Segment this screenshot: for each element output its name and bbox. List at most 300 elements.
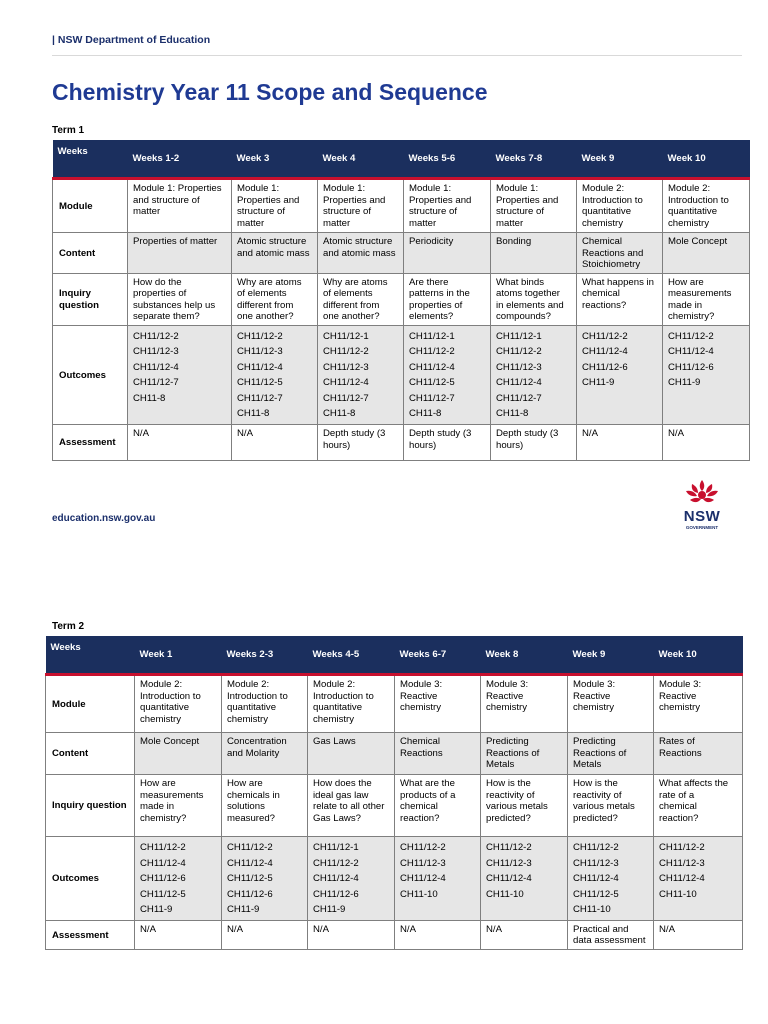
- table-row-outcomes: [53, 325, 750, 425]
- cell-line: ideal gas law: [313, 789, 369, 801]
- cell-line: Bonding: [496, 236, 532, 247]
- column-header-week-1: Week 1: [135, 636, 222, 675]
- cell-line: reaction?: [659, 812, 699, 824]
- cell-line: What happens in: [582, 276, 654, 288]
- cell-line: different from: [237, 299, 294, 311]
- cell-line: CH11-8: [409, 408, 442, 420]
- cell-line: CH11-9: [227, 904, 260, 916]
- cell-line: Are there: [409, 276, 449, 288]
- cell-line: Properties and: [409, 194, 472, 206]
- table-cell: [577, 425, 663, 461]
- cell-line: What are the: [400, 778, 455, 789]
- cell-line: N/A: [400, 923, 416, 935]
- cell-line: Module 3:: [659, 679, 702, 690]
- cell-line: CH11-8: [323, 408, 356, 420]
- column-header-week-8: Week 8: [481, 636, 568, 675]
- cell-line: N/A: [582, 428, 598, 440]
- cell-line: separate them?: [133, 311, 200, 322]
- cell-line: Mole Concept: [668, 236, 728, 247]
- cell-line: substances help us: [133, 299, 216, 311]
- cell-line: one another?: [323, 311, 380, 322]
- cell-line: CH11-10: [659, 888, 697, 900]
- table-cell: [481, 920, 568, 949]
- cell-line: CH11-10: [400, 888, 438, 900]
- table-cell: [404, 325, 491, 425]
- cell-line: CH11/12-3: [486, 857, 532, 869]
- cell-line: quantitative: [140, 702, 190, 713]
- table-cell: [404, 233, 491, 274]
- table-cell: [568, 733, 654, 775]
- table-cell: [654, 837, 743, 921]
- cell-line: matter: [133, 206, 161, 217]
- weeks-header-cell: Weeks: [53, 140, 128, 179]
- row-header-assessment: Assessment: [46, 920, 135, 949]
- cell-line: Rates of: [659, 736, 695, 747]
- cell-line: Depth study (3: [409, 428, 472, 440]
- cell-line: CH11/12-2: [582, 330, 628, 342]
- cell-line: CH11/12-4: [409, 361, 455, 373]
- table-cell: [395, 675, 481, 733]
- page-title: Chemistry Year 11 Scope and Sequence: [52, 79, 488, 105]
- column-header-weeks-5-6: Weeks 5-6: [404, 140, 491, 179]
- cell-line: Module 1: Properties: [133, 183, 222, 194]
- cell-line: Introduction to: [313, 690, 374, 702]
- row-header-inquiry-question: Inquiry question: [53, 273, 128, 325]
- table-cell: [568, 775, 654, 837]
- cell-line: CH11/12-6: [140, 873, 186, 885]
- cell-line: reactivity of: [573, 789, 622, 801]
- cell-line: Why are atoms: [237, 276, 302, 288]
- table-cell: [568, 675, 654, 733]
- cell-line: Reactive: [573, 690, 611, 702]
- cell-line: Metals: [573, 759, 602, 770]
- cell-line: Module 2:: [582, 183, 625, 194]
- weeks-header-cell: Weeks: [46, 636, 135, 675]
- cell-line: reactions?: [582, 299, 627, 311]
- cell-line: Predicting: [573, 736, 616, 747]
- cell-line: CH11/12-1: [496, 330, 542, 342]
- cell-line: Chemical: [582, 236, 622, 247]
- column-header-week-10: Week 10: [654, 636, 743, 675]
- cell-line: Introduction to: [227, 690, 288, 702]
- cell-line: CH11/12-2: [659, 842, 705, 853]
- cell-line: Properties and: [237, 194, 300, 206]
- cell-line: chemistry: [486, 702, 528, 713]
- cell-line: chemistry: [668, 217, 710, 229]
- cell-line: atoms together: [496, 288, 560, 299]
- cell-line: chemical: [400, 801, 438, 812]
- cell-line: CH11/12-3: [573, 857, 619, 869]
- cell-line: and atomic mass: [323, 247, 396, 259]
- cell-line: matter: [496, 217, 524, 229]
- table-row-content: [53, 233, 750, 274]
- table-cell: [232, 179, 318, 233]
- cell-line: What affects the: [659, 778, 729, 789]
- cell-line: Module 1:: [237, 183, 280, 194]
- cell-line: CH11/12-2: [409, 346, 455, 358]
- cell-line: CH11-10: [573, 904, 611, 916]
- cell-line: of elements: [237, 288, 287, 299]
- cell-line: CH11-8: [496, 408, 529, 420]
- table-cell: [222, 775, 308, 837]
- cell-line: one another?: [237, 311, 294, 322]
- cell-line: Predicting: [486, 736, 529, 747]
- table-cell: [308, 675, 395, 733]
- table-row-module: [53, 179, 750, 233]
- footer-url[interactable]: education.nsw.gov.au: [52, 513, 156, 524]
- cell-line: Metals: [486, 759, 515, 770]
- column-header-week-9: Week 9: [577, 140, 663, 179]
- column-header-weeks-1-2: Weeks 1-2: [128, 140, 232, 179]
- column-header-weeks-4-5: Weeks 4-5: [308, 636, 395, 675]
- cell-line: CH11/12-4: [133, 361, 179, 373]
- cell-line: CH11/12-2: [237, 330, 283, 342]
- cell-line: Module 3:: [400, 679, 443, 690]
- cell-line: Module 1:: [323, 183, 366, 194]
- table-cell: [491, 273, 577, 325]
- cell-line: products of a: [400, 789, 456, 801]
- cell-line: CH11/12-7: [133, 377, 179, 389]
- cell-line: CH11/12-7: [496, 392, 542, 404]
- cell-line: CH11/12-4: [323, 377, 369, 389]
- table-cell: [654, 733, 743, 775]
- cell-line: Module 2:: [313, 679, 356, 690]
- table-cell: [577, 325, 663, 425]
- cell-line: relate to all other: [313, 801, 385, 812]
- table-cell: [318, 273, 404, 325]
- cell-line: How are: [668, 276, 704, 288]
- table-cell: [135, 675, 222, 733]
- row-header-module: Module: [53, 179, 128, 233]
- cell-line: CH11/12-6: [313, 888, 359, 900]
- cell-line: Properties and: [323, 194, 386, 206]
- term1-label: Term 1: [52, 125, 85, 136]
- cell-line: structure of: [237, 206, 285, 217]
- cell-line: CH11/12-3: [323, 361, 369, 373]
- column-header-weeks-6-7: Weeks 6-7: [395, 636, 481, 675]
- cell-line: CH11/12-2: [486, 842, 532, 853]
- cell-line: hours): [496, 439, 524, 451]
- cell-line: Depth study (3: [496, 428, 559, 440]
- cell-line: Stoichiometry: [582, 259, 641, 270]
- table-cell: [481, 775, 568, 837]
- cell-line: CH11/12-6: [668, 361, 714, 373]
- cell-line: How is the: [573, 778, 618, 789]
- cell-line: Introduction to: [668, 194, 729, 206]
- table-cell: [663, 273, 750, 325]
- cell-line: Reactive: [486, 690, 524, 702]
- table-cell: [395, 775, 481, 837]
- cell-line: Reactive: [659, 690, 697, 702]
- header-divider: [52, 55, 742, 56]
- cell-line: chemistry: [573, 702, 615, 713]
- table-cell: [318, 233, 404, 274]
- row-header-content: Content: [46, 733, 135, 775]
- table-row-module: [46, 675, 743, 733]
- header-brand: | NSW Department of Education: [52, 34, 211, 46]
- cell-line: CH11/12-2: [323, 346, 369, 358]
- table-cell: [663, 179, 750, 233]
- term2-label: Term 2: [52, 621, 85, 632]
- cell-line: solutions: [227, 801, 265, 812]
- table-cell: [128, 325, 232, 425]
- table-cell: [128, 425, 232, 461]
- table-cell: [128, 179, 232, 233]
- cell-line: CH11/12-1: [313, 842, 359, 853]
- table-cell: [222, 733, 308, 775]
- cell-line: Reactions of: [486, 747, 540, 759]
- cell-line: N/A: [227, 923, 243, 935]
- cell-line: CH11/12-5: [237, 377, 283, 389]
- table-cell: [232, 425, 318, 461]
- column-header-week-3: Week 3: [232, 140, 318, 179]
- cell-line: Concentration: [227, 736, 287, 747]
- cell-line: CH11/12-3: [133, 346, 179, 358]
- cell-line: CH11/12-3: [400, 857, 446, 869]
- cell-line: Module 2:: [227, 679, 270, 690]
- cell-line: structure of: [323, 206, 371, 217]
- cell-line: CH11/12-5: [573, 888, 619, 900]
- cell-line: CH11-8: [237, 408, 270, 420]
- cell-line: CH11/12-4: [313, 873, 359, 885]
- logo-subtext: GOVERNMENT: [685, 525, 719, 530]
- row-header-assessment: Assessment: [53, 425, 128, 461]
- table-cell: [481, 675, 568, 733]
- table-cell: [318, 425, 404, 461]
- cell-line: CH11-8: [133, 392, 166, 404]
- term2-table: [45, 636, 743, 950]
- cell-line: matter: [237, 217, 265, 229]
- cell-line: CH11/12-5: [227, 873, 273, 885]
- cell-line: CH11/12-1: [323, 330, 369, 342]
- cell-line: chemicals in: [227, 789, 280, 801]
- cell-line: in elements and: [496, 299, 564, 311]
- cell-line: CH11/12-3: [659, 857, 705, 869]
- table-cell: [308, 837, 395, 921]
- table-cell: [577, 233, 663, 274]
- cell-line: chemistry: [659, 702, 701, 713]
- cell-line: CH11-9: [668, 377, 701, 389]
- term1-table: [52, 140, 750, 461]
- table-cell: [481, 733, 568, 775]
- cell-line: CH11/12-2: [400, 842, 446, 853]
- cell-line: Chemical: [400, 736, 440, 747]
- table-cell: [232, 273, 318, 325]
- cell-line: quantitative: [582, 206, 632, 217]
- table-cell: [654, 675, 743, 733]
- cell-line: chemistry?: [668, 311, 715, 322]
- cell-line: CH11/12-5: [140, 888, 186, 900]
- table-cell: [404, 425, 491, 461]
- table-cell: [654, 920, 743, 949]
- table-cell: [663, 325, 750, 425]
- cell-line: and structure of: [133, 194, 200, 206]
- cell-line: Reactions: [659, 747, 702, 759]
- table-cell: [491, 325, 577, 425]
- cell-line: and atomic mass: [237, 247, 310, 259]
- cell-line: Practical and: [573, 923, 629, 935]
- table-cell: [481, 837, 568, 921]
- row-header-inquiry-question: Inquiry question: [46, 775, 135, 837]
- cell-line: reactivity of: [486, 789, 535, 801]
- cell-line: CH11/12-4: [659, 873, 705, 885]
- table-cell: [491, 425, 577, 461]
- cell-line: CH11/12-1: [409, 330, 455, 342]
- cell-line: patterns in the: [409, 288, 470, 299]
- table-cell: [135, 920, 222, 949]
- column-header-week-9: Week 9: [568, 636, 654, 675]
- cell-line: Reactions and: [582, 247, 644, 259]
- cell-line: Module 2:: [668, 183, 711, 194]
- cell-line: chemistry: [227, 713, 269, 725]
- table-cell: [395, 733, 481, 775]
- cell-line: N/A: [668, 428, 684, 440]
- cell-line: Introduction to: [582, 194, 643, 206]
- cell-line: N/A: [486, 923, 502, 935]
- cell-line: and Molarity: [227, 747, 280, 759]
- cell-line: measured?: [227, 812, 275, 824]
- table-row-content: [46, 733, 743, 775]
- cell-line: rate of a: [659, 789, 695, 801]
- table-cell: [663, 233, 750, 274]
- cell-line: Module 3:: [573, 679, 616, 690]
- cell-line: chemical: [582, 288, 620, 299]
- cell-line: Introduction to: [140, 690, 201, 702]
- cell-line: elements?: [409, 311, 454, 322]
- waratah-flower-icon: [672, 478, 732, 508]
- cell-line: measurements: [668, 288, 732, 299]
- cell-line: properties of: [409, 299, 463, 311]
- cell-line: CH11-9: [313, 904, 346, 916]
- logo-wordmark: NSW: [683, 508, 721, 525]
- cell-line: Atomic structure: [237, 236, 307, 247]
- table-row-inquiry-question: [46, 775, 743, 837]
- cell-line: matter: [409, 217, 437, 229]
- cell-line: predicted?: [573, 812, 618, 824]
- cell-line: N/A: [659, 923, 675, 935]
- cell-line: Reactions: [400, 747, 443, 759]
- column-header-weeks-2-3: Weeks 2-3: [222, 636, 308, 675]
- cell-line: CH11/12-4: [668, 346, 714, 358]
- table-cell: [128, 233, 232, 274]
- table-row-assessment: [46, 920, 743, 949]
- cell-line: hours): [409, 439, 437, 451]
- cell-line: chemistry: [313, 713, 355, 725]
- cell-line: How are: [140, 778, 176, 789]
- cell-line: reaction?: [400, 812, 440, 824]
- table-cell: [135, 733, 222, 775]
- cell-line: chemistry?: [140, 812, 187, 824]
- table-cell: [308, 920, 395, 949]
- cell-line: various metals: [486, 801, 548, 812]
- cell-line: N/A: [133, 428, 149, 440]
- cell-line: CH11/12-4: [486, 873, 532, 885]
- cell-line: matter: [323, 217, 351, 229]
- cell-line: different from: [323, 299, 380, 311]
- cell-line: Module 3:: [486, 679, 529, 690]
- cell-line: What binds: [496, 276, 544, 288]
- table-cell: [232, 233, 318, 274]
- cell-line: made in: [140, 801, 175, 812]
- cell-line: Why are atoms: [323, 276, 388, 288]
- cell-line: Depth study (3: [323, 428, 386, 440]
- table-cell: [135, 837, 222, 921]
- cell-line: CH11/12-7: [409, 392, 455, 404]
- table-cell: [308, 775, 395, 837]
- cell-line: How do the: [133, 276, 182, 288]
- cell-line: various metals: [573, 801, 635, 812]
- cell-line: CH11/12-2: [227, 842, 273, 853]
- table-cell: [404, 179, 491, 233]
- table-cell: [663, 425, 750, 461]
- cell-line: CH11-9: [582, 377, 615, 389]
- column-header-weeks-7-8: Weeks 7-8: [491, 140, 577, 179]
- cell-line: hours): [323, 439, 351, 451]
- term1-header-row: [53, 140, 750, 179]
- cell-line: CH11/12-4: [573, 873, 619, 885]
- row-header-content: Content: [53, 233, 128, 274]
- cell-line: Reactions of: [573, 747, 627, 759]
- table-cell: [395, 920, 481, 949]
- cell-line: made in: [668, 299, 703, 311]
- cell-line: How is the: [486, 778, 531, 789]
- table-cell: [491, 233, 577, 274]
- row-header-outcomes: Outcomes: [53, 325, 128, 425]
- cell-line: structure of: [496, 206, 544, 217]
- table-cell: [491, 179, 577, 233]
- table-cell: [654, 775, 743, 837]
- table-row-assessment: [53, 425, 750, 461]
- cell-line: chemistry: [140, 713, 182, 725]
- cell-line: CH11/12-6: [227, 888, 273, 900]
- column-header-week-4: Week 4: [318, 140, 404, 179]
- table-cell: [395, 837, 481, 921]
- cell-line: Properties and: [496, 194, 559, 206]
- cell-line: chemical: [659, 801, 697, 812]
- cell-line: CH11/12-2: [313, 857, 359, 869]
- nsw-government-logo: [672, 478, 732, 540]
- cell-line: measurements: [140, 789, 204, 801]
- table-cell: [222, 920, 308, 949]
- cell-line: CH11/12-4: [582, 346, 628, 358]
- cell-line: N/A: [237, 428, 253, 440]
- cell-line: CH11/12-2: [573, 842, 619, 853]
- cell-line: Module 1:: [496, 183, 539, 194]
- cell-line: CH11/12-2: [133, 330, 179, 342]
- cell-line: CH11/12-4: [496, 377, 542, 389]
- cell-line: CH11/12-4: [140, 857, 186, 869]
- cell-line: compounds?: [496, 311, 551, 322]
- cell-line: Periodicity: [409, 236, 454, 247]
- table-cell: [318, 179, 404, 233]
- table-cell: [568, 837, 654, 921]
- cell-line: N/A: [140, 923, 156, 935]
- table-cell: [404, 273, 491, 325]
- cell-line: data assessment: [573, 935, 646, 947]
- row-header-module: Module: [46, 675, 135, 733]
- cell-line: CH11-10: [486, 888, 524, 900]
- cell-line: chemistry: [400, 702, 442, 713]
- cell-line: CH11/12-4: [227, 857, 273, 869]
- term2-header-row: [46, 636, 743, 675]
- cell-line: Reactive: [400, 690, 438, 702]
- cell-line: CH11/12-2: [668, 330, 714, 342]
- cell-line: quantitative: [668, 206, 718, 217]
- cell-line: Module 2:: [140, 679, 183, 690]
- cell-line: How are: [227, 778, 263, 789]
- table-cell: [135, 775, 222, 837]
- table-cell: [222, 675, 308, 733]
